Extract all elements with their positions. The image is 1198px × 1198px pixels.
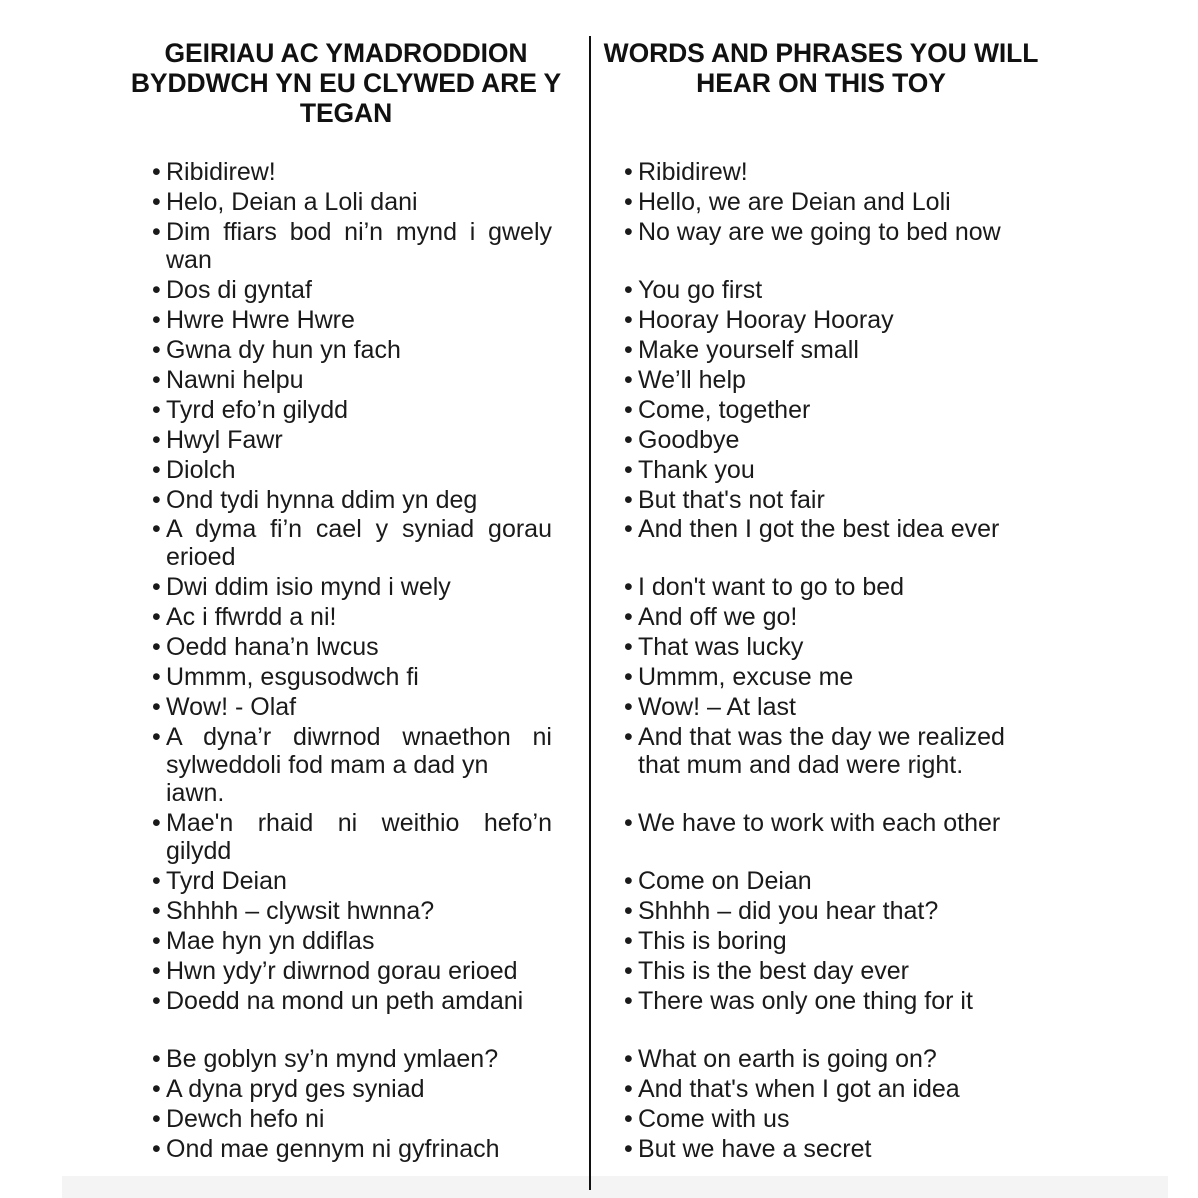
welsh-phrase-line: Dwi ddim isio mynd i wely — [166, 573, 451, 601]
english-phrase-line: We have to work with each other — [638, 809, 1001, 837]
welsh-phrase-item — [152, 426, 283, 454]
bullet-icon: • — [624, 456, 633, 484]
welsh-phrase-line: Oedd hana’n lwcus — [166, 633, 379, 661]
welsh-phrase-item — [152, 927, 374, 955]
english-phrase-line: And then I got the best idea ever — [638, 515, 1000, 543]
english-phrase-item — [624, 188, 951, 216]
bullet-icon: • — [152, 1105, 161, 1133]
bullet-icon: • — [152, 486, 161, 514]
english-phrase-line: No way are we going to bed now — [638, 218, 1001, 246]
welsh-phrase-item — [152, 1105, 324, 1133]
bullet-icon: • — [152, 573, 161, 601]
english-phrase-item — [624, 957, 909, 985]
english-phrase-text — [624, 603, 797, 631]
welsh-phrase-line: A dyna pryd ges syniad — [166, 1075, 425, 1103]
english-phrase-item — [624, 867, 812, 895]
welsh-phrase-line: Helo, Deian a Loli dani — [166, 188, 418, 216]
welsh-phrase-line: Dewch hefo ni — [166, 1105, 325, 1133]
bullet-icon: • — [152, 927, 161, 955]
english-phrase-text — [624, 867, 812, 895]
english-phrase-text — [624, 1135, 871, 1163]
english-phrase-item — [624, 426, 739, 454]
english-phrase-line: Come, together — [638, 396, 811, 424]
english-phrase-line: Ribidirew! — [638, 158, 748, 186]
welsh-heading-line: TEGAN — [299, 98, 393, 128]
bullet-icon: • — [624, 515, 633, 543]
english-phrase-item — [624, 809, 1000, 837]
english-phrase-line: Ummm, excuse me — [638, 663, 854, 691]
bullet-icon: • — [152, 809, 161, 837]
welsh-phrase-line: Dos di gyntaf — [166, 276, 312, 304]
bullet-icon: • — [624, 426, 633, 454]
welsh-phrase-item — [152, 1075, 425, 1103]
welsh-phrase-line: Ummm, esgusodwch fi — [166, 663, 419, 691]
welsh-phrase-text — [152, 867, 287, 895]
english-phrase-line: This is the best day ever — [638, 957, 909, 985]
english-phrase-item — [624, 336, 859, 364]
bullet-icon: • — [152, 663, 161, 691]
welsh-phrase-line: Nawni helpu — [166, 366, 304, 394]
bullet-icon: • — [152, 723, 161, 751]
welsh-phrase-text — [152, 426, 283, 454]
bullet-icon: • — [152, 693, 161, 721]
bullet-icon: • — [152, 867, 161, 895]
welsh-phrase-item — [152, 515, 552, 571]
bottom-shadow-band — [62, 1176, 1168, 1198]
welsh-heading-line: GEIRIAU AC YMADRODDION — [164, 38, 528, 68]
english-phrase-line: You go first — [638, 276, 763, 304]
welsh-phrase-line: Tyrd efo’n gilydd — [166, 396, 349, 424]
welsh-phrase-line: A dyna’r diwrnod wnaethon ni — [166, 723, 552, 751]
welsh-phrase-line: Tyrd Deian — [166, 867, 287, 895]
english-phrase-text — [624, 927, 787, 955]
welsh-phrase-line: Dim ffiars bod ni’n mynd i gwely — [166, 218, 552, 246]
bullet-icon: • — [624, 867, 633, 895]
english-phrase-line: We’ll help — [638, 366, 746, 394]
bullet-icon: • — [624, 957, 633, 985]
bullet-icon: • — [152, 1135, 161, 1163]
welsh-phrase-text — [152, 515, 552, 571]
bullet-icon: • — [624, 809, 633, 837]
english-phrase-item — [624, 158, 748, 186]
welsh-phrase-line: Ond mae gennym ni gyfrinach — [166, 1135, 500, 1163]
bullet-icon: • — [152, 515, 161, 543]
welsh-phrase-text — [152, 1135, 500, 1163]
welsh-phrase-item — [152, 867, 287, 895]
english-phrase-item — [624, 663, 853, 691]
english-heading-line: WORDS AND PHRASES YOU WILL — [603, 38, 1039, 68]
welsh-phrase-line: Ond tydi hynna ddim yn deg — [166, 486, 478, 514]
welsh-phrase-text — [152, 927, 374, 955]
english-phrase-line: Hello, we are Deian and Loli — [638, 188, 951, 216]
welsh-phrase-line: Shhhh – clywsit hwnna? — [166, 897, 435, 925]
welsh-phrase-line: Ribidirew! — [166, 158, 276, 186]
welsh-phrase-text — [152, 1045, 498, 1073]
welsh-phrase-text — [152, 987, 523, 1015]
bullet-icon: • — [624, 306, 633, 334]
welsh-phrase-line: Hwyl Fawr — [166, 426, 283, 454]
welsh-phrase-line: Wow! - Olaf — [166, 693, 297, 721]
english-phrase-line: But that's not fair — [638, 486, 825, 514]
english-phrase-line: Goodbye — [638, 426, 740, 454]
bullet-icon: • — [152, 456, 161, 484]
welsh-phrase-item — [152, 957, 518, 985]
english-phrase-line: There was only one thing for it — [638, 987, 973, 1015]
bullet-icon: • — [624, 1075, 633, 1103]
english-phrase-text — [624, 456, 755, 484]
english-phrase-line: Thank you — [638, 456, 755, 484]
welsh-phrase-text — [152, 809, 552, 865]
welsh-phrase-item — [152, 723, 552, 807]
english-phrase-line: This is boring — [638, 927, 787, 955]
welsh-phrase-item — [152, 218, 552, 274]
english-phrase-line: Make yourself small — [638, 336, 859, 364]
english-phrase-text — [624, 1045, 937, 1073]
welsh-phrase-text — [152, 957, 518, 985]
welsh-phrase-text — [152, 336, 401, 364]
welsh-phrase-item — [152, 276, 312, 304]
bullet-icon: • — [152, 987, 161, 1015]
english-phrase-line: What on earth is going on? — [638, 1045, 937, 1073]
welsh-phrase-line: wan — [166, 246, 212, 274]
welsh-phrase-text — [152, 897, 434, 925]
welsh-phrase-text — [152, 663, 419, 691]
english-heading-line: HEAR ON THIS TOY — [696, 68, 946, 98]
english-phrase-text — [624, 396, 810, 424]
bullet-icon: • — [624, 1135, 633, 1163]
english-phrase-text — [624, 573, 904, 601]
bullet-icon: • — [624, 987, 633, 1015]
english-phrase-line: Hooray Hooray Hooray — [638, 306, 894, 334]
english-phrase-item — [624, 276, 762, 304]
welsh-phrase-item — [152, 456, 235, 484]
welsh-phrase-item — [152, 188, 418, 216]
english-phrase-item — [624, 515, 999, 543]
welsh-phrase-text — [152, 633, 379, 661]
english-phrase-item — [624, 366, 746, 394]
english-phrase-line: Come with us — [638, 1105, 790, 1133]
english-phrase-line: And off we go! — [638, 603, 798, 631]
english-phrase-item — [624, 897, 938, 925]
welsh-phrase-item — [152, 1045, 498, 1073]
welsh-phrase-line: sylweddoli fod mam a dad yn — [166, 751, 489, 779]
english-phrase-text — [624, 693, 796, 721]
bullet-icon: • — [152, 158, 161, 186]
english-phrase-text — [624, 158, 748, 186]
welsh-phrase-line: Hwn ydy’r diwrnod gorau erioed — [166, 957, 518, 985]
english-phrase-line: Shhhh – did you hear that? — [638, 897, 939, 925]
welsh-phrase-item — [152, 486, 477, 514]
welsh-phrase-text — [152, 306, 355, 334]
bullet-icon: • — [152, 366, 161, 394]
bullet-icon: • — [624, 188, 633, 216]
english-phrase-item — [624, 987, 973, 1015]
english-phrase-item — [624, 1075, 960, 1103]
welsh-phrase-text — [152, 276, 312, 304]
bullet-icon: • — [624, 1105, 633, 1133]
english-phrase-line: But we have a secret — [638, 1135, 872, 1163]
english-phrase-item — [624, 633, 803, 661]
bullet-icon: • — [152, 426, 161, 454]
bullet-icon: • — [624, 396, 633, 424]
welsh-phrase-line: A dyma fi’n cael y syniad gorau — [166, 515, 552, 543]
welsh-phrase-text — [152, 158, 276, 186]
english-phrase-text — [624, 1075, 960, 1103]
english-phrase-text — [624, 663, 853, 691]
english-phrase-text — [624, 426, 739, 454]
welsh-phrase-line: Ac i ffwrdd a ni! — [166, 603, 337, 631]
welsh-phrase-text — [152, 486, 477, 514]
english-phrase-text — [624, 987, 973, 1015]
welsh-phrase-line: erioed — [166, 543, 236, 571]
english-phrase-line: And that was the day we realized — [638, 723, 1005, 751]
bullet-icon: • — [624, 927, 633, 955]
english-phrase-text — [624, 1105, 789, 1133]
english-phrase-item — [624, 573, 904, 601]
welsh-phrase-text — [152, 693, 296, 721]
english-phrase-text — [624, 897, 938, 925]
welsh-phrase-line: Be goblyn sy’n mynd ymlaen? — [166, 1045, 499, 1073]
english-phrase-text — [624, 809, 1000, 837]
english-phrase-item — [624, 603, 797, 631]
welsh-phrase-item — [152, 158, 276, 186]
english-phrase-item — [624, 1135, 871, 1163]
bullet-icon: • — [624, 693, 633, 721]
english-phrase-item — [624, 486, 825, 514]
english-phrase-line: And that's when I got an idea — [638, 1075, 960, 1103]
english-phrase-text — [624, 633, 803, 661]
english-phrase-text — [624, 306, 894, 334]
welsh-phrase-item — [152, 809, 552, 865]
welsh-phrase-item — [152, 1135, 500, 1163]
english-phrase-item — [624, 723, 1005, 779]
english-phrase-text — [624, 486, 825, 514]
english-phrase-text — [624, 723, 1005, 779]
welsh-phrase-item — [152, 336, 401, 364]
english-phrase-line: that mum and dad were right. — [638, 751, 964, 779]
bullet-icon: • — [624, 897, 633, 925]
english-phrase-text — [624, 366, 746, 394]
english-phrase-text — [624, 218, 1001, 246]
welsh-phrase-text — [152, 456, 235, 484]
welsh-phrase-text — [152, 1105, 324, 1133]
english-phrase-text — [624, 957, 909, 985]
welsh-phrase-text — [152, 366, 304, 394]
bullet-icon: • — [152, 396, 161, 424]
bullet-icon: • — [152, 633, 161, 661]
bullet-icon: • — [152, 306, 161, 334]
bullet-icon: • — [624, 336, 633, 364]
welsh-phrase-line: Hwre Hwre Hwre — [166, 306, 355, 334]
welsh-phrase-line: Mae hyn yn ddiflas — [166, 927, 375, 955]
english-phrase-item — [624, 927, 787, 955]
english-phrase-item — [624, 396, 810, 424]
bullet-icon: • — [152, 336, 161, 364]
welsh-phrase-line: Gwna dy hun yn fach — [166, 336, 401, 364]
welsh-phrase-line: gilydd — [166, 837, 232, 865]
english-phrase-item — [624, 693, 796, 721]
welsh-phrase-text — [152, 396, 348, 424]
welsh-phrase-item — [152, 573, 451, 601]
bullet-icon: • — [624, 486, 633, 514]
bullet-icon: • — [624, 573, 633, 601]
bullet-icon: • — [624, 633, 633, 661]
welsh-phrase-line: Diolch — [166, 456, 236, 484]
welsh-phrase-line: iawn. — [166, 779, 225, 807]
english-phrase-line: That was lucky — [638, 633, 804, 661]
english-phrase-item — [624, 218, 1001, 246]
welsh-phrase-item — [152, 897, 434, 925]
welsh-phrase-text — [152, 603, 336, 631]
english-phrase-item — [624, 306, 894, 334]
bullet-icon: • — [624, 723, 633, 751]
english-phrase-text — [624, 515, 999, 543]
english-phrase-line: I don't want to go to bed — [638, 573, 905, 601]
welsh-phrase-item — [152, 396, 348, 424]
bullet-icon: • — [624, 603, 633, 631]
bullet-icon: • — [624, 276, 633, 304]
english-phrase-text — [624, 336, 859, 364]
english-phrase-line: Come on Deian — [638, 867, 812, 895]
bullet-icon: • — [152, 1045, 161, 1073]
welsh-phrase-item — [152, 633, 379, 661]
welsh-phrase-item — [152, 603, 336, 631]
welsh-phrase-item — [152, 366, 304, 394]
bullet-icon: • — [152, 897, 161, 925]
column-divider — [589, 36, 591, 1190]
bullet-icon: • — [152, 1075, 161, 1103]
english-phrase-item — [624, 1105, 789, 1133]
bullet-icon: • — [152, 957, 161, 985]
welsh-heading — [118, 38, 574, 128]
english-heading — [596, 38, 1046, 98]
welsh-phrase-item — [152, 987, 523, 1015]
bullet-icon: • — [624, 366, 633, 394]
welsh-phrase-item — [152, 663, 419, 691]
bullet-icon: • — [152, 276, 161, 304]
welsh-phrase-line: Doedd na mond un peth amdani — [166, 987, 524, 1015]
welsh-phrase-text — [152, 218, 552, 274]
english-phrase-item — [624, 456, 755, 484]
welsh-phrase-text — [152, 188, 418, 216]
welsh-phrase-text — [152, 1075, 425, 1103]
bullet-icon: • — [152, 218, 161, 246]
bullet-icon: • — [152, 603, 161, 631]
bullet-icon: • — [624, 218, 633, 246]
welsh-heading-line: BYDDWCH YN EU CLYWED ARE Y — [130, 68, 562, 98]
bullet-icon: • — [624, 663, 633, 691]
english-phrase-text — [624, 188, 951, 216]
english-phrase-line: Wow! – At last — [638, 693, 796, 721]
welsh-phrase-item — [152, 693, 296, 721]
welsh-phrase-item — [152, 306, 355, 334]
welsh-phrase-text — [152, 723, 552, 807]
english-phrase-text — [624, 276, 762, 304]
english-phrase-item — [624, 1045, 937, 1073]
welsh-phrase-text — [152, 573, 451, 601]
bullet-icon: • — [624, 158, 633, 186]
bullet-icon: • — [152, 188, 161, 216]
bullet-icon: • — [624, 1045, 633, 1073]
welsh-phrase-line: Mae'n rhaid ni weithio hefo’n — [166, 809, 552, 837]
